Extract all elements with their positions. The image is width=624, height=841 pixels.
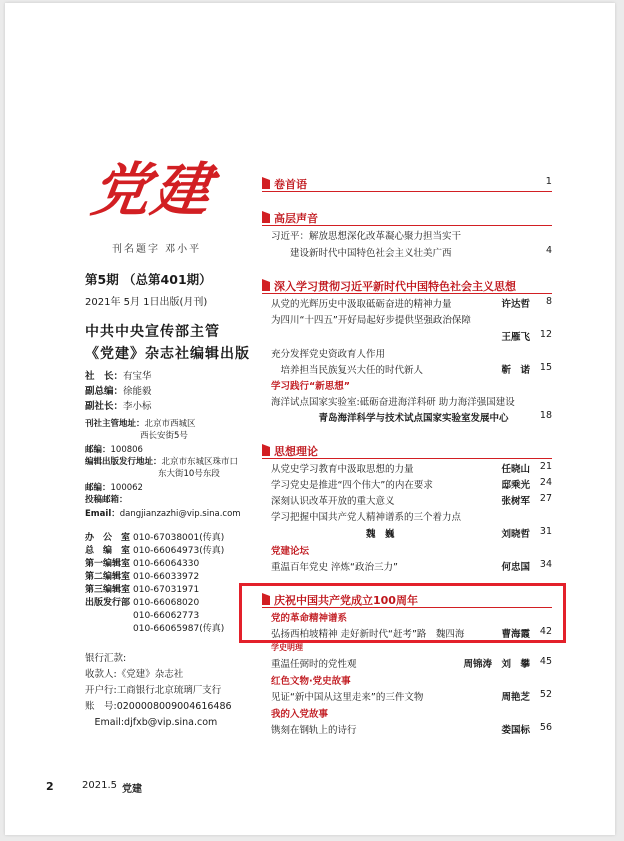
staff-row: 副总编：徐能毅 <box>85 386 152 397</box>
bank-row: 银行汇款: <box>85 653 127 664</box>
toc-entry: 学习党史是推进“四个伟大”的内在要求 邸乘光 24 <box>271 477 552 491</box>
bank-row: 开户行:工商银行北京琉璃厂支行 <box>85 685 222 696</box>
flag-icon <box>262 177 270 189</box>
staff-row: 社 长：有宝华 <box>85 371 152 382</box>
flag-icon <box>262 444 270 456</box>
toc-entry: 镌刻在钢轨上的诗行 娄国标 56 <box>271 722 552 736</box>
toc-section <box>262 443 552 457</box>
subsection-title: 党的革命精神谱系 <box>271 613 348 624</box>
address-row: 西长安街5号 <box>140 431 188 441</box>
toc-entry: 王雁飞 12 <box>501 329 552 343</box>
phone-row: 总 编 室 010-66064973(传真) <box>85 546 225 556</box>
toc-entry: 海洋试点国家实验室:砥砺奋进海洋科研 助力海洋强国建设 <box>271 397 515 408</box>
toc-entry: 弘扬西柏坡精神 走好新时代“赶考”路 魏四海 曹海霞 42 <box>271 626 552 640</box>
toc-entry: 习近平：解放思想深化改革凝心聚力担当实干 <box>271 231 462 242</box>
toc-entry: 为四川“十四五”开好局起好步提供坚强政治保障 <box>271 315 471 326</box>
subsection-title: 党建论坛 <box>271 546 310 557</box>
toc-entry: 重温任弼时的党性观 周锦涛 刘 攀 45 <box>271 656 552 670</box>
subsection-title: 学习践行“新思想” <box>271 381 350 392</box>
section-title: 高层声音 <box>274 212 318 225</box>
email-row: Email：dangjianzazhi@vip.sina.com <box>85 509 241 519</box>
section-divider <box>262 458 552 459</box>
postcode-row: 邮编：100062 <box>85 483 143 493</box>
toc-section <box>262 278 552 292</box>
section-title: 庆祝中国共产党成立100周年 <box>274 594 418 607</box>
address-row: 编辑出版发行地址：北京市东城区珠市口 <box>85 457 239 467</box>
highlight-box <box>239 583 566 643</box>
toc-entry: 见证“新中国从这里走来”的三件文物 周艳芝 52 <box>271 689 552 703</box>
staff-row: 副社长：李小标 <box>85 401 152 412</box>
phone-row: 办 公 室 010-67038001(传真) <box>85 533 225 543</box>
toc-entry: 从党史学习教育中汲取思想的力量 任晓山 21 <box>271 461 552 475</box>
toc-entry: 深刻认识改革开放的重大意义 张树军 27 <box>271 493 552 507</box>
section-title: 深入学习贯彻习近平新时代中国特色社会主义思想 <box>274 280 516 293</box>
issue-number: 第5期 （总第401期） <box>85 272 212 287</box>
phone-row: 第二编辑室 010-66033972 <box>85 572 200 582</box>
toc-entry: 学习把握中国共产党人精神谱系的三个着力点 <box>271 512 462 523</box>
section-title: 卷首语 <box>274 178 307 191</box>
section-title: 思想理论 <box>274 445 318 458</box>
subsection-title: 我的入党故事 <box>271 709 329 720</box>
bank-row: Email:djfxb@vip.sina.com <box>85 717 218 728</box>
footer-title: 党建 <box>122 784 142 795</box>
toc-section <box>262 210 552 224</box>
bank-row: 收款人:《党建》杂志社 <box>85 669 184 680</box>
toc-entry: 建设新时代中国特色社会主义壮美广西 4 <box>271 245 552 259</box>
toc-entry: 青岛海洋科学与技术试点国家实验室发展中心 18 <box>271 410 552 424</box>
bank-row: 账 号:0200008009004616486 <box>85 701 232 712</box>
phone-row: 第三编辑室 010-67031971 <box>85 585 200 595</box>
flag-icon <box>262 211 270 223</box>
section-divider <box>262 293 552 294</box>
toc-entry: 重温百年党史 淬炼“政治三力” 何忠国 34 <box>271 559 552 573</box>
publisher: 《党建》杂志社编辑出版 <box>85 346 250 362</box>
page-ref: 1 <box>545 176 552 187</box>
phone-row: 出版发行部 010-66068020 <box>85 598 200 608</box>
postcode-row: 邮编：100806 <box>85 445 143 455</box>
toc-entry: 从党的光辉历史中汲取砥砺奋进的精神力量 许达哲 8 <box>271 296 552 310</box>
section-divider <box>262 191 552 192</box>
address-row: 刊社主管地址：北京市西城区 <box>85 419 196 429</box>
flag-icon <box>262 279 270 291</box>
toc-entry: 充分发挥党史资政育人作用 <box>271 349 386 360</box>
magazine-logo: 党建 <box>87 156 217 224</box>
address-row: 东大街10号东段 <box>158 469 220 479</box>
footer-date: 2021.5 <box>82 780 117 791</box>
toc-entry: 魏 巍 刘晓哲 31 <box>271 526 552 540</box>
toc-entry: 培养担当民族复兴大任的时代新人 靳 诺 15 <box>271 362 552 376</box>
page-number: 2 <box>46 780 54 793</box>
subsection-title: 红色文物·党史故事 <box>271 676 351 687</box>
phone-row: 010-66065987(传真) <box>133 624 225 634</box>
toc-section <box>262 176 552 190</box>
email-label: 投稿邮箱： <box>85 495 128 505</box>
subsection-title: 学史明理 <box>271 643 303 652</box>
publish-date: 2021年 5月 1日出版(月刊) <box>85 297 208 308</box>
phone-row: 010-66062773 <box>133 611 200 621</box>
phone-row: 第一编辑室 010-66064330 <box>85 559 200 569</box>
organizer: 中共中央宣传部主管 <box>85 324 220 340</box>
logo-caption: 刊名题字 邓小平 <box>112 244 202 255</box>
section-divider <box>262 225 552 226</box>
